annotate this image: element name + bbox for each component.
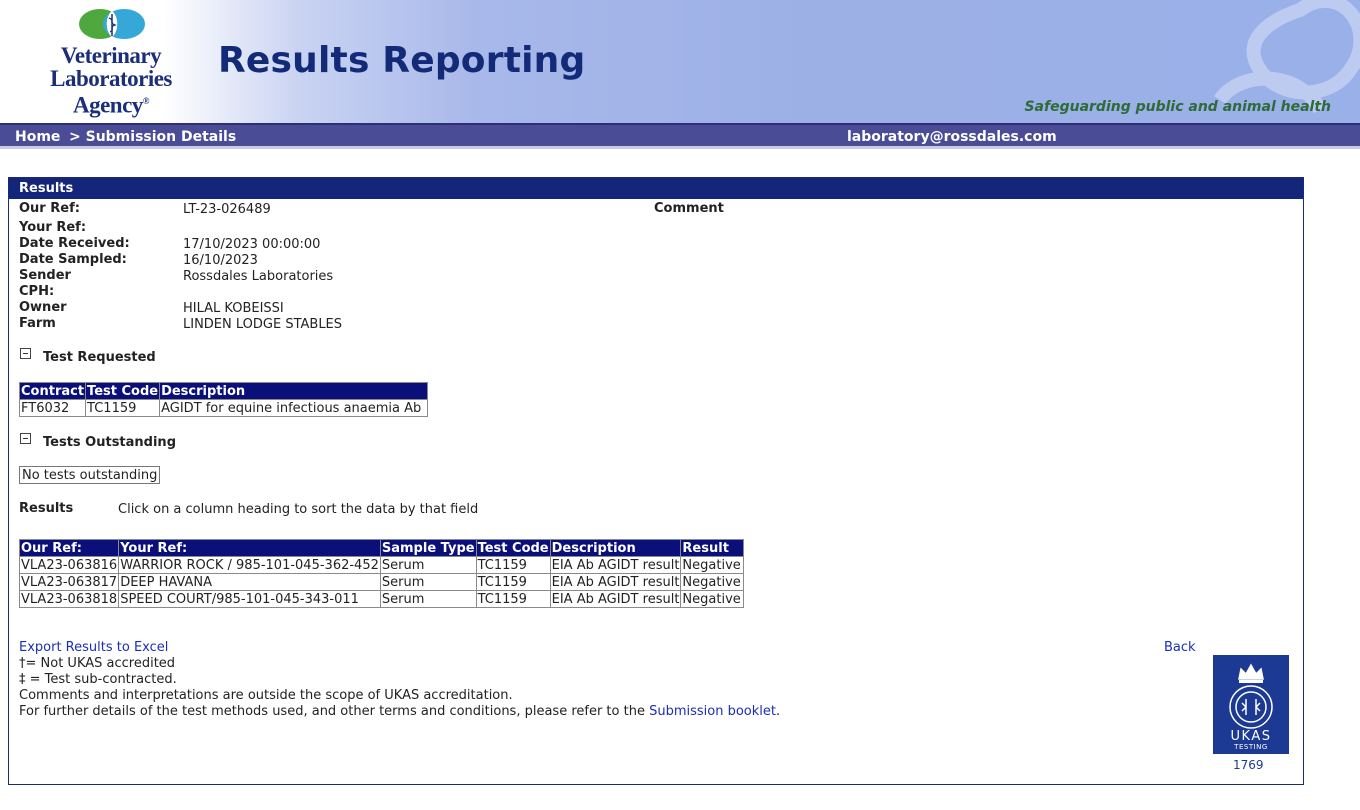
vla-logo-icon — [78, 8, 146, 40]
test-requested-table — [19, 382, 428, 417]
sort-test-code-header[interactable]: Test Code — [477, 540, 549, 556]
sender-value: Rossdales Laboratories — [183, 269, 334, 284]
page-title: Results Reporting — [218, 40, 586, 81]
table-cell: TC1159 — [476, 574, 550, 591]
table-cell: DEEP HAVANA — [119, 574, 381, 591]
owner-label: Owner — [19, 300, 67, 315]
note-subcontracted: ‡ = Test sub-contracted. — [19, 672, 177, 687]
your-ref-label: Your Ref: — [19, 220, 87, 235]
page-header — [0, 0, 1360, 123]
our-ref-label: Our Ref: — [19, 201, 80, 216]
our-ref-value: LT-23-026489 — [183, 202, 271, 217]
ukas-label: UKAS — [1230, 729, 1272, 744]
test-requested-heading: Test Requested — [43, 350, 156, 365]
column-header: Test Code — [87, 383, 159, 399]
sort-hint: Click on a column heading to sort the data by that field — [118, 502, 479, 517]
vla-logo-text: Veterinary Laboratories Agency® — [50, 43, 172, 118]
table-cell: EIA Ab AGIDT result — [551, 557, 680, 573]
table-row — [20, 574, 744, 591]
cph-label: CPH: — [19, 284, 55, 299]
date-received-label: Date Received: — [19, 236, 130, 251]
sender-label: Sender — [19, 268, 71, 283]
tagline: Safeguarding public and animal health — [1024, 99, 1331, 115]
table-cell: Negative — [681, 557, 744, 574]
table-cell: VLA23-063816 — [21, 557, 118, 573]
table-cell: Negative — [681, 591, 744, 608]
farm-label: Farm — [19, 316, 56, 331]
date-sampled-value: 16/10/2023 — [183, 253, 258, 268]
no-tests-outstanding-message: No tests outstanding — [19, 466, 160, 484]
collapse-test-requested-icon[interactable] — [20, 348, 31, 359]
table-cell: EIA Ab AGIDT result — [551, 591, 680, 607]
table-cell: FT6032 — [20, 400, 86, 417]
ukas-sub-label: TESTING — [1234, 743, 1268, 751]
table-cell: Serum — [380, 574, 476, 591]
table-cell: Serum — [380, 591, 476, 608]
date-received-value: 17/10/2023 00:00:00 — [183, 237, 321, 252]
export-excel-link[interactable]: Export Results to Excel — [19, 640, 169, 655]
table-cell: WARRIOR ROCK / 985-101-045-362-452 — [120, 557, 379, 573]
date-sampled-label: Date Sampled: — [19, 252, 127, 267]
ukas-badge — [1213, 655, 1289, 754]
column-header: Contract — [21, 383, 85, 399]
nav-home-link[interactable]: Home — [15, 129, 61, 145]
table-cell: Serum — [380, 557, 476, 574]
owner-value: HILAL KOBEISSI — [183, 301, 284, 316]
tests-outstanding-heading: Tests Outstanding — [43, 435, 176, 450]
submission-booklet-link[interactable]: Submission booklet — [649, 704, 776, 719]
note-further-details: For further details of the test methods used, and other terms and conditions, please refer to the Submission booklet. — [19, 704, 781, 719]
sort-description-header[interactable]: Description — [550, 540, 681, 557]
table-cell: TC1159 — [476, 557, 550, 574]
comment-label: Comment — [654, 201, 724, 216]
table-cell: TC1159 — [86, 400, 160, 417]
table-cell: VLA23-063817 — [21, 574, 118, 590]
table-cell: SPEED COURT/985-101-045-343-011 — [119, 591, 381, 608]
column-header: Description — [160, 383, 428, 400]
table-cell: AGIDT for equine infectious anaemia Ab — [160, 400, 428, 417]
ukas-number: 1769 — [1233, 758, 1264, 772]
table-row — [20, 591, 744, 608]
farm-value: LINDEN LODGE STABLES — [183, 317, 343, 332]
sort-result-header[interactable]: Result — [681, 540, 744, 557]
breadcrumb: > Submission Details — [69, 129, 237, 145]
note-comments-scope: Comments and interpretations are outside the scope of UKAS accreditation. — [19, 688, 513, 703]
collapse-tests-outstanding-icon[interactable] — [20, 433, 31, 444]
user-email: laboratory@rossdales.com — [847, 129, 1057, 145]
sort-your-ref-header[interactable]: Your Ref: — [119, 540, 381, 557]
sort-our-ref-header[interactable]: Our Ref: — [20, 540, 119, 557]
results-panel — [8, 177, 1304, 785]
table-row — [20, 400, 428, 417]
results-heading: Results — [19, 501, 74, 516]
note-not-ukas: †= Not UKAS accredited — [19, 656, 176, 671]
table-cell: Negative — [681, 574, 744, 591]
nav-bar — [0, 123, 1360, 149]
table-cell: EIA Ab AGIDT result — [551, 574, 680, 590]
table-cell: TC1159 — [476, 591, 550, 608]
results-table — [19, 539, 744, 608]
back-link[interactable]: Back — [1164, 640, 1196, 655]
sort-sample-type-header[interactable]: Sample Type — [381, 540, 475, 556]
table-cell: VLA23-063818 — [21, 591, 118, 607]
table-row — [20, 557, 744, 574]
panel-title: Results — [9, 178, 1303, 199]
